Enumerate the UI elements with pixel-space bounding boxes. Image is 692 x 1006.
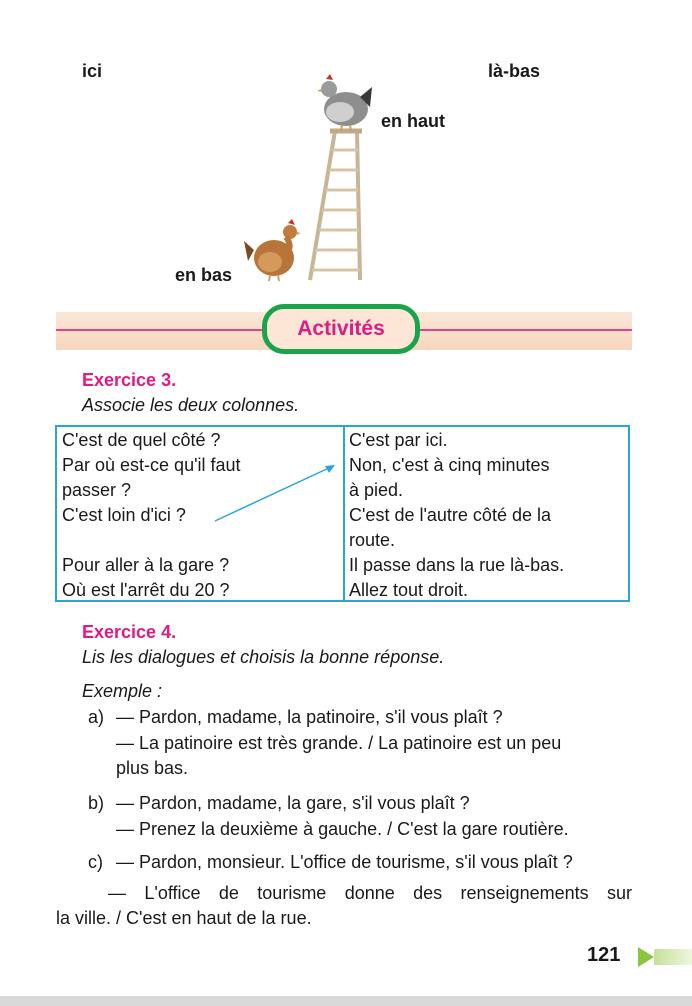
- page-tab-bar: [654, 949, 692, 965]
- right-item: à pied.: [349, 480, 404, 500]
- left-item: Pour aller à la gare ?: [62, 555, 230, 575]
- dialogue-line: — Prenez la deuxième à gauche. / C'est la gare routière.: [116, 819, 569, 839]
- right-item: C'est par ici.: [349, 430, 448, 450]
- dialogue-line: — Pardon, monsieur. L'office de tourisme, s'il vous plaît ?: [116, 852, 573, 872]
- item-a-marker: a): [88, 707, 105, 727]
- right-item: Allez tout droit.: [349, 580, 469, 600]
- dialogue-line: — La patinoire est très grande. / La patinoire est un peu: [116, 733, 562, 753]
- left-item: Où est l'arrêt du 20 ?: [62, 580, 230, 600]
- page-number: 121: [587, 944, 621, 966]
- ladder-hens-illustration: [240, 65, 380, 290]
- ladder-rungs: [312, 150, 360, 270]
- right-item: Il passe dans la rue là-bas.: [349, 555, 565, 575]
- bottom-edge: [0, 996, 692, 1006]
- left-item: Par où est-ce qu'il faut: [62, 455, 241, 475]
- exercise-4-instruction: Lis les dialogues et choisis la bonne réponse.: [82, 647, 445, 667]
- exercise-4-title: Exercice 4.: [82, 622, 177, 642]
- left-item: C'est loin d'ici ?: [62, 505, 186, 525]
- ladder-rail-right: [357, 131, 360, 280]
- dialogue-line: — L'office de tourisme donne des renseignements sur: [108, 883, 632, 903]
- right-item: C'est de l'autre côté de la: [349, 505, 551, 525]
- right-item: Non, c'est à cinq minutes: [349, 455, 550, 475]
- left-item: passer ?: [62, 480, 132, 500]
- label-la-bas: là-bas: [488, 61, 541, 81]
- right-item: route.: [349, 530, 396, 550]
- label-ici: ici: [82, 61, 103, 81]
- exercise-3-matching-table: [55, 425, 630, 602]
- example-label: Exemple :: [82, 681, 163, 701]
- dialogue-line: la ville. / C'est en haut de la rue.: [56, 908, 312, 928]
- hen-bottom-icon: [244, 219, 301, 281]
- exercise-3-title: Exercice 3.: [82, 370, 177, 390]
- label-en-haut: en haut: [381, 111, 446, 131]
- page-tab-arrow-icon: [638, 947, 654, 967]
- ladder-rail-left: [310, 131, 335, 280]
- item-c-marker: c): [88, 852, 103, 872]
- example-arrow-icon: [207, 459, 347, 529]
- left-item: C'est de quel côté ?: [62, 430, 221, 450]
- dialogue-line: plus bas.: [116, 758, 189, 778]
- exercise-3-instruction: Associe les deux colonnes.: [82, 395, 300, 415]
- hen-top-icon: [317, 74, 372, 131]
- activities-title: Activités: [297, 317, 385, 340]
- dialogue-line: — Pardon, madame, la patinoire, s'il vous plaît ?: [116, 707, 503, 727]
- dialogue-line: — Pardon, madame, la gare, s'il vous plaît ?: [116, 793, 470, 813]
- label-en-bas: en bas: [175, 265, 233, 285]
- activities-banner: [262, 304, 420, 354]
- item-b-marker: b): [88, 793, 105, 813]
